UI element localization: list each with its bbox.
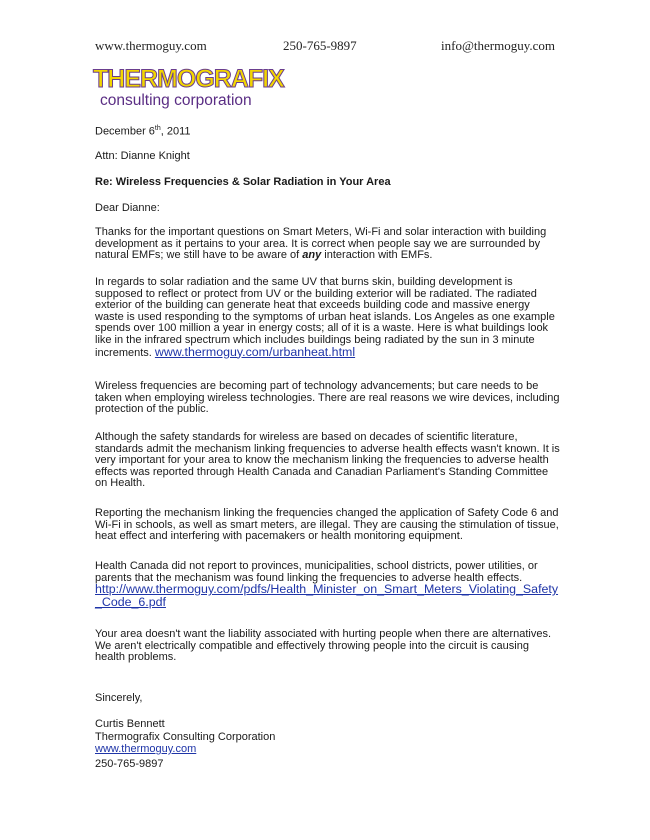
header-website[interactable]: www.thermoguy.com bbox=[95, 38, 207, 53]
signer-phone: 250-765-9897 bbox=[95, 758, 164, 770]
paragraph-2: In regards to solar radiation and the same UV that burns skin, building development is supposed to reflect or protect from UV or the building exterior will be radiated. The radiated exterior of the building can generate heat that exceeds building code and massive energy waste is used responding to the symptoms of urban heat islands. Los Angeles as one example spends over 100 million a year in energy costs; all of it is a waste. Here is what buildings look like in the infrared spectrum which includes buildings being radiated by the sun in 3 minute increments. www.thermoguy.com/urbanheat.html bbox=[95, 276, 555, 359]
logo-tagline: consulting corporation bbox=[100, 92, 252, 109]
signer-name: Curtis Bennett bbox=[95, 718, 165, 730]
paragraph-6: Health Canada did not report to provinces, municipalities, school districts, power utilities, or parents that the mechanism was found linking the frequencies to adverse health effects. http://www.thermoguy.com/pdfs/Health_Minister_on_Smart_Meters_Violating_Safety_Code_6.pdf bbox=[95, 560, 559, 609]
health-minister-pdf-link[interactable]: http://www.thermoguy.com/pdfs/Health_Minister_on_Smart_Meters_Violating_Safety_Code_6.pdf bbox=[95, 582, 559, 609]
letter-salutation: Dear Dianne: bbox=[95, 202, 160, 214]
paragraph-7: Your area doesn't want the liability associated with hurting people when there are alternatives. We aren't electrically compatible and effectively throwing people into the circuit is causing health problems. bbox=[95, 628, 552, 664]
paragraph-5: Reporting the mechanism linking the frequencies changed the application of Safety Code 6 and Wi-Fi in schools, as well as smart meters, are illegal. They are causing the stimulation of tissue, heat effect and interfering with pacemakers or health monitoring equipment. bbox=[95, 507, 559, 543]
emphasis-any: any bbox=[302, 249, 322, 262]
letter-subject: Re: Wireless Frequencies & Solar Radiation in Your Area bbox=[95, 176, 391, 188]
paragraph-4: Although the safety standards for wireless are based on decades of scientific literature, standards admit the mechanism linking frequencies to adverse health effects wasn't known. It is very important for your area to know the mechanism linking the frequencies to adverse health effects was reported through Health Canada and Canadian Parliament's Standing Committee on Health. bbox=[95, 431, 560, 490]
letter-attn: Attn: Dianne Knight bbox=[95, 150, 190, 162]
urbanheat-link[interactable]: www.thermoguy.com/urbanheat.html bbox=[154, 344, 356, 359]
signer-company: Thermografix Consulting Corporation bbox=[95, 731, 276, 743]
signer-website-link[interactable]: www.thermoguy.com bbox=[95, 743, 197, 755]
header-email[interactable]: info@thermoguy.com bbox=[441, 38, 556, 53]
closing: Sincerely, bbox=[95, 692, 143, 704]
paragraph-3: Wireless frequencies are becoming part of technology advancements; but care needs to be taken when employing wireless technologies. There are real reasons we wire devices, including protection of the public. bbox=[95, 380, 560, 416]
header-phone: 250-765-9897 bbox=[283, 38, 357, 53]
paragraph-1: Thanks for the important questions on Smart Meters, Wi-Fi and solar interaction with building development as it pertains to your area. It is correct when people say we are surrounded by natural EMFs; we still have to be aware of any interaction with EMFs. bbox=[95, 226, 547, 262]
logo-wordmark: THERMOGRAFIX bbox=[93, 65, 284, 93]
letter-date: December 6th, 2011 bbox=[95, 125, 191, 138]
company-logo bbox=[93, 65, 284, 113]
